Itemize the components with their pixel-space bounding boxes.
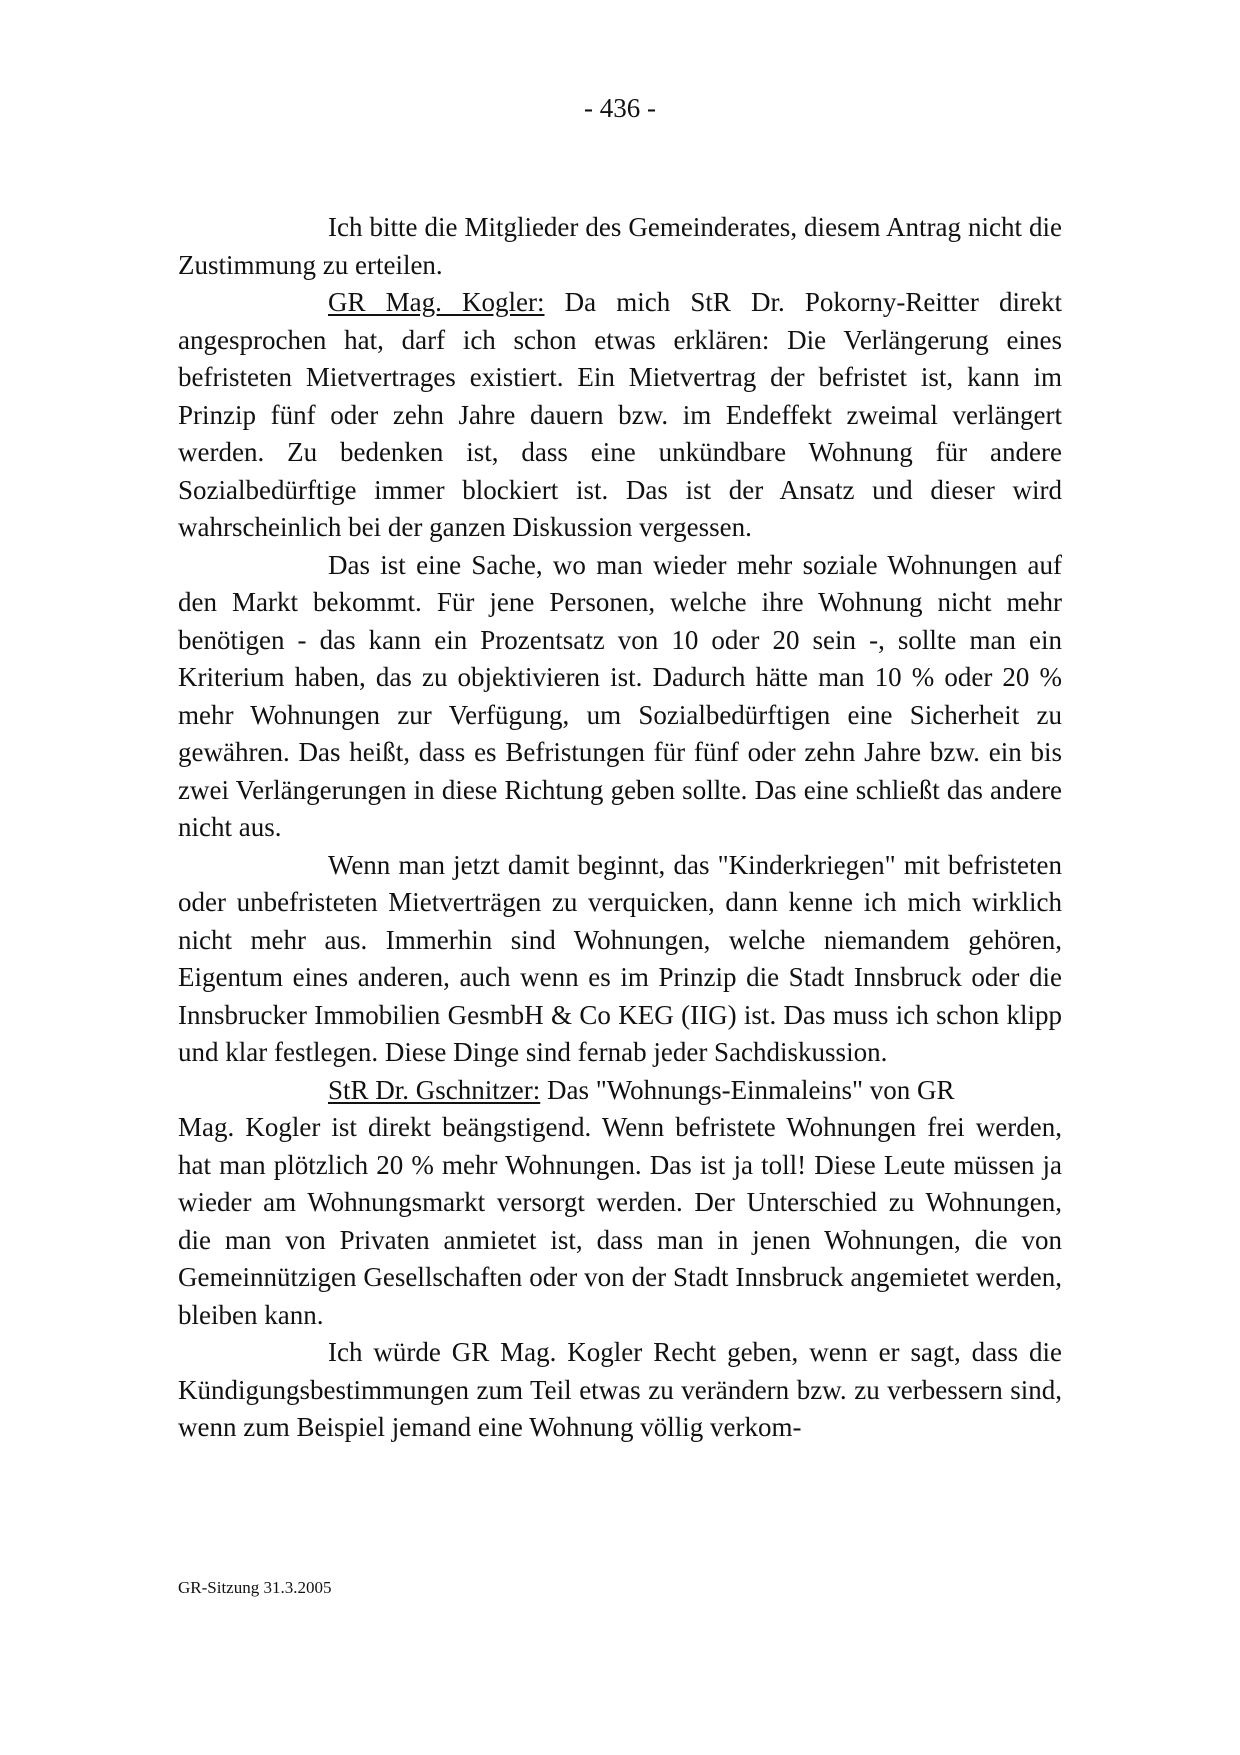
footer-session-date: GR-Sitzung 31.3.2005 bbox=[178, 1578, 332, 1597]
page-number: - 436 - bbox=[584, 93, 656, 123]
paragraph-3 bbox=[178, 547, 1062, 847]
first-line bbox=[178, 1072, 1062, 1110]
paragraph-text: Ich bitte die Mitglieder des Gemeinderates, diesem Antrag nicht die Zustimmung zu erteilen. bbox=[178, 212, 1062, 280]
paragraph-text: Das ist eine Sache, wo man wieder mehr soziale Wohnungen auf den Markt bekommt. Für jene Personen, welche ihre Wohnung nicht mehr benötigen - das kann ein Prozentsatz von 10 oder 20 sein -, sollte man ein Kriterium haben, das zu objektivieren ist. Dadurch hätte man 10 % oder 20 % mehr Wohnungen zur Verfügung, um Sozialbedürftigen eine Sicherheit zu gewähren. Das heißt, dass es Befristungen für fünf oder zehn Jahre bzw. ein bis zwei Verlängerungen in diese Richtung geben sollte. Das eine schließt das andere nicht aus. bbox=[178, 549, 1062, 842]
first-line-text: Das "Wohnungs-Einmaleins" von GR bbox=[540, 1074, 955, 1105]
document-body bbox=[178, 209, 1062, 1447]
paragraph-1 bbox=[178, 209, 1062, 284]
speaker-name: StR Dr. Gschnitzer: bbox=[328, 1074, 541, 1105]
speaker-name: GR Mag. Kogler: bbox=[328, 287, 545, 317]
paragraph-text: Mag. Kogler ist direkt beängstigend. Wenn befristete Wohnungen frei werden, hat man plötzlich 20 % mehr Wohnungen. Das ist ja toll! Diese Leute müssen ja wieder am Wohnungsmarkt versorgt werden. Der Unterschied zu Wohnungen, die man von Privaten anmietet ist, dass man in jenen Wohnungen, die von Gemeinnützigen Gesellschaften oder von der Stadt Innsbruck angemietet werden, bleiben kann. bbox=[178, 1112, 1062, 1330]
paragraph-text: Da mich StR Dr. Pokorny-Reitter direkt angesprochen hat, darf ich schon etwas erklären: Die Verlängerung eines befristeten Mietvertrages existiert. Ein Mietvertrag der befristet ist, kann im Prinzip fünf oder zehn Jahre dauern bzw. im Endeffekt zweimal verlängert werden. Zu bedenken ist, dass eine unkündbare Wohnung für andere Sozialbedürftige immer blockiert ist. Das ist der Ansatz und dieser wird wahrscheinlich bei der ganzen Diskussion vergessen. bbox=[178, 287, 1062, 542]
paragraph-6 bbox=[178, 1334, 1062, 1447]
paragraph-4 bbox=[178, 847, 1062, 1072]
paragraph-5 bbox=[178, 1072, 1062, 1335]
paragraph-text: Wenn man jetzt damit beginnt, das "Kinderkriegen" mit befristeten oder unbefristeten Mietverträgen zu verquicken, dann kenne ich mich wirklich nicht mehr aus. Immerhin sind Wohnungen, welche niemandem gehören, Eigentum eines anderen, auch wenn es im Prinzip die Stadt Innsbruck oder die Innsbrucker Immobilien GesmbH & Co KEG (IIG) ist. Das muss ich schon klipp und klar festlegen. Diese Dinge sind fernab jeder Sachdiskussion. bbox=[178, 849, 1062, 1067]
paragraph-text: Ich würde GR Mag. Kogler Recht geben, wenn er sagt, dass die Kündigungsbestimmungen zum Teil etwas zu verändern bzw. zu verbessern sind, wenn zum Beispiel jemand eine Wohnung völlig verkom- bbox=[178, 1337, 1062, 1442]
paragraph-2 bbox=[178, 284, 1062, 547]
